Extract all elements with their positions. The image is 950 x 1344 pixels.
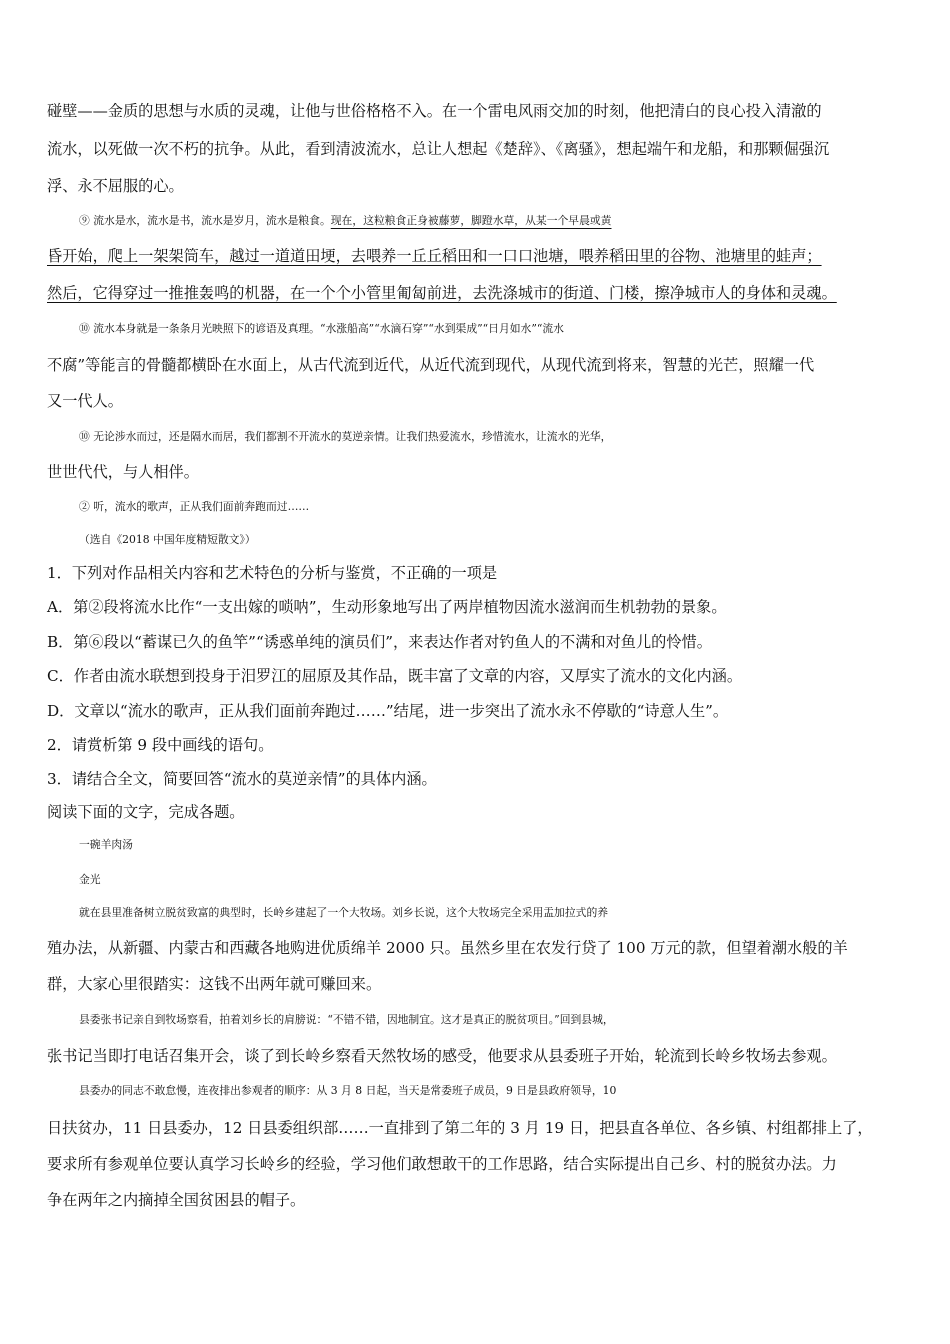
essay2-p1-line3: 群，大家心里很踏实：这钱不出两年就可赚回来。	[47, 975, 382, 993]
essay2-p3-line1: 县委办的同志不敢怠慢，连夜排出参观者的顺序：从 3 月 8 日起，当天是常委班子成员，9 日是县政府领导，10	[79, 1084, 617, 1097]
p9-plain-text: ⑨ 流水是水，流水是书，流水是岁月，流水是粮食。	[79, 214, 331, 227]
essay2-p2-line2: 张书记当即打电话召集开会，谈了到长岭乡察看天然牧场的感受，他要求从县委班子开始，轮流到长岭乡牧场去参观。	[47, 1047, 837, 1065]
essay1-source: （选自《2018 中国年度精短散文》）	[79, 533, 256, 546]
essay1-p10-line3: 又一代人。	[47, 392, 123, 410]
essay1-p8-line1: 碰壁——金质的思想与水质的灵魂，让他与世俗格格不入。在一个雷电风雨交加的时刻，他把清白的良心投入清澈的	[47, 102, 822, 120]
p9-underlined-text: 现在，这粒粮食正身被藤萝，脚蹬水草，从某一个早晨或黄	[330, 214, 612, 227]
essay2-p3-line3: 要求所有参观单位要认真学习长岭乡的经验，学习他们敢想敢干的工作思路，结合实际提出自己乡、村的脱贫办法。力	[47, 1155, 837, 1173]
question-3: 3．请结合全文，简要回答“流水的莫逆亲情”的具体内涵。	[47, 770, 437, 788]
question-1: 1．下列对作品相关内容和艺术特色的分析与鉴赏，不正确的一项是	[47, 564, 498, 582]
option-a: A．第②段将流水比作“一支出嫁的唢呐”，生动形象地写出了两岸植物因流水滋润而生机勃勃的景象。	[47, 598, 727, 616]
essay2-p2-line1: 县委张书记亲自到牧场察看，拍着刘乡长的肩膀说：“不错不错，因地制宜。这才是真正的脱贫项目。”回到县城，	[79, 1013, 614, 1026]
essay1-p8-line2: 流水，以死做一次不朽的抗争。从此，看到清波流水，总让人想起《楚辞》、《离骚》，想起端午和龙船，和那颗倔强沉	[47, 140, 830, 158]
essay2-author: 金光	[79, 873, 101, 886]
essay1-p10-line2: 不腐”等能言的骨髓都横卧在水面上，从古代流到近代，从近代流到现代，从现代流到将来，智慧的光芒，照耀一代	[47, 356, 815, 374]
essay2-p3-line2: 日扶贫办，11 日县委办，12 日县委组织部……一直排到了第二年的 3 月 19 日，把县直各单位、各乡镇、村组都排上了，	[47, 1119, 873, 1137]
essay2-p1-line1: 就在县里准备树立脱贫致富的典型时，长岭乡建起了一个大牧场。刘乡长说，这个大牧场完全采用盂加拉式的养	[79, 906, 609, 919]
essay2-title: 一碗羊肉汤	[79, 838, 133, 851]
essay1-p8-line3: 浮、永不屈服的心。	[47, 177, 184, 195]
essay1-p9-line3: 然后，它得穿过一推推轰鸣的机器，在一个个小管里匍匐前进，去洗涤城市的街道、门楼，擦净城市人的身体和灵魂。	[47, 284, 837, 302]
essay1-p9-line1	[79, 210, 939, 232]
option-c: C．作者由流水联想到投身于汨罗江的屈原及其作品，既丰富了文章的内容，又厚实了流水的文化内涵。	[47, 667, 743, 685]
essay2-p3-line4: 争在两年之内摘掉全国贫困县的帽子。	[47, 1191, 306, 1209]
essay2-intro: 阅读下面的文字，完成各题。	[47, 803, 245, 821]
essay1-p9-line2: 昏开始，爬上一架架筒车，越过一道道田埂，去喂养一丘丘稻田和一口口池塘，喂养稻田里的谷物、池塘里的蛙声；	[47, 247, 822, 265]
essay1-p11-line2: 世世代代，与人相伴。	[47, 463, 199, 481]
option-d: D．文章以“流水的歌声，正从我们面前奔跑过……”结尾，进一步突出了流水永不停歇的“诗意人生”。	[47, 702, 729, 720]
question-2: 2．请赏析第 9 段中画线的语句。	[47, 736, 274, 754]
option-b: B．第⑥段以“蓄谋已久的鱼竿”“诱惑单纯的演员们”，来表达作者对钓鱼人的不满和对鱼儿的怜惜。	[47, 633, 712, 651]
essay1-p10-line1: ⑩ 流水本身就是一条条月光映照下的谚语及真理。“水涨船高”“水滴石穿”“水到渠成”“日月如水”“流水	[79, 322, 564, 335]
essay1-p12: ② 听，流水的歌声，正从我们面前奔跑而过……	[79, 500, 310, 513]
essay2-p1-line2: 殖办法，从新疆、内蒙古和西藏各地购进优质绵羊 2000 只。虽然乡里在农发行贷了 100 万元的款，但望着潮水般的羊	[47, 939, 848, 957]
essay1-p11-line1: ⑩ 无论涉水而过，还是隔水而居，我们都割不开流水的莫逆亲情。让我们热爱流水，珍惜流水，让流水的光华，	[79, 430, 612, 443]
